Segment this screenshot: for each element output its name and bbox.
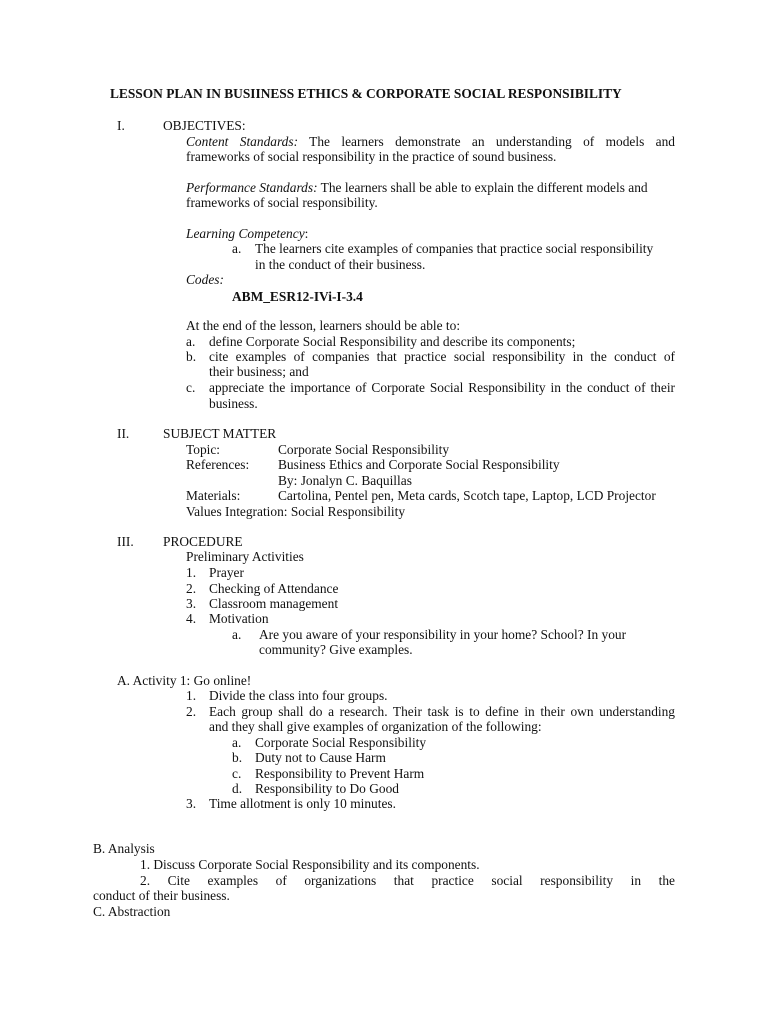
content-standards-label: Content Standards:: [186, 134, 299, 149]
motivation-line1: Are you aware of your responsibility in your home? School? In your: [259, 627, 627, 642]
objectives-heading: OBJECTIVES:: [163, 118, 246, 133]
objective-item-line1: define Corporate Social Responsibility and describe its components;: [209, 334, 576, 349]
values-integration: Values Integration: Social Responsibility: [186, 504, 406, 519]
motivation-letter: a.: [232, 627, 242, 642]
procedure-step-text: Motivation: [209, 611, 269, 626]
procedure-step-text: Classroom management: [209, 596, 339, 611]
performance-standards-text1: The learners shall be able to explain the different models and: [320, 180, 648, 195]
activity-subitem-letter: d.: [232, 781, 243, 796]
competency-code: ABM_ESR12-IVi-I-3.4: [232, 289, 363, 304]
objective-item-letter: b.: [186, 349, 197, 364]
preliminary-activities: Preliminary Activities: [186, 549, 304, 564]
subject-matter-heading: SUBJECT MATTER: [163, 426, 277, 441]
procedure-step-number: 3.: [186, 596, 197, 611]
activity-heading: A. Activity 1: Go online!: [117, 673, 252, 688]
objectives-numeral: I.: [117, 118, 125, 133]
activity-step-line2: and they shall give examples of organization of the following:: [209, 719, 542, 734]
topic-label: Topic:: [186, 442, 221, 457]
activity-step-line1: Each group shall do a research. Their task is to define in their own understanding: [209, 704, 675, 719]
procedure-step-text: Checking of Attendance: [209, 581, 339, 596]
analysis-heading: B. Analysis: [93, 841, 155, 856]
codes-label: Codes:: [186, 272, 224, 287]
activity-subitem-text: Corporate Social Responsibility: [255, 735, 427, 750]
activity-subitem-letter: c.: [232, 766, 242, 781]
procedure-step-text: Prayer: [209, 565, 244, 580]
activity-step-number: 2.: [186, 704, 197, 719]
end-of-lesson-intro: At the end of the lesson, learners should be able to:: [186, 318, 461, 333]
performance-standards-line1: [186, 180, 648, 196]
document-title: LESSON PLAN IN BUSIINESS ETHICS & CORPORATE SOCIAL RESPONSIBILITY: [110, 86, 622, 101]
activity-subitem-letter: b.: [232, 750, 243, 765]
competency-line1: The learners cite examples of companies that practice social responsibility: [255, 241, 654, 256]
activity-step-number: 3.: [186, 796, 197, 811]
activity-final-text: Time allotment is only 10 minutes.: [209, 796, 396, 811]
procedure-step-number: 1.: [186, 565, 197, 580]
references-value: Business Ethics and Corporate Social Responsibility: [278, 457, 560, 472]
content-standards-text1: The learners demonstrate an understanding of models and: [309, 134, 676, 149]
activity-subitem-text: Responsibility to Do Good: [255, 781, 399, 796]
performance-standards-label: Performance Standards:: [186, 180, 318, 195]
competency-letter: a.: [232, 241, 242, 256]
objective-item-line1: cite examples of companies that practice social responsibility in the conduct of: [209, 349, 675, 364]
procedure-numeral: III.: [117, 534, 134, 549]
topic-value: Corporate Social Responsibility: [278, 442, 450, 457]
analysis-item2-line2: conduct of their business.: [93, 888, 230, 903]
procedure-heading: PROCEDURE: [163, 534, 243, 549]
objective-item-letter: c.: [186, 380, 196, 395]
activity-subitem-text: Responsibility to Prevent Harm: [255, 766, 425, 781]
learning-competency-label: Learning Competency:: [186, 226, 309, 241]
activity-subitem-text: Duty not to Cause Harm: [255, 750, 386, 765]
procedure-step-number: 2.: [186, 581, 197, 596]
materials-value: Cartolina, Pentel pen, Meta cards, Scotch tape, Laptop, LCD Projector: [278, 488, 656, 503]
references-label: References:: [186, 457, 250, 472]
references-author: By: Jonalyn C. Baquillas: [278, 473, 412, 488]
objective-item-line2: business.: [209, 396, 258, 411]
activity-subitem-letter: a.: [232, 735, 242, 750]
materials-label: Materials:: [186, 488, 241, 503]
objective-item-letter: a.: [186, 334, 196, 349]
objective-item-line2: their business; and: [209, 364, 309, 379]
objective-item-line1: appreciate the importance of Corporate Social Responsibility in the conduct of their: [209, 380, 675, 395]
activity-step-line1: Divide the class into four groups.: [209, 688, 388, 703]
analysis-item1: 1. Discuss Corporate Social Responsibility and its components.: [140, 857, 480, 872]
analysis-item2-line1: 2. Cite examples of organizations that practice social responsibility in the: [140, 873, 675, 888]
abstraction-heading: C. Abstraction: [93, 904, 171, 919]
content-standards-line1: [186, 134, 675, 150]
competency-line2: in the conduct of their business.: [255, 257, 426, 272]
motivation-line2: community? Give examples.: [259, 642, 413, 657]
procedure-step-number: 4.: [186, 611, 197, 626]
performance-standards-line2: frameworks of social responsibility.: [186, 195, 378, 210]
content-standards-line2: frameworks of social responsibility in the practice of sound business.: [186, 149, 557, 164]
subject-matter-numeral: II.: [117, 426, 130, 441]
activity-step-number: 1.: [186, 688, 197, 703]
